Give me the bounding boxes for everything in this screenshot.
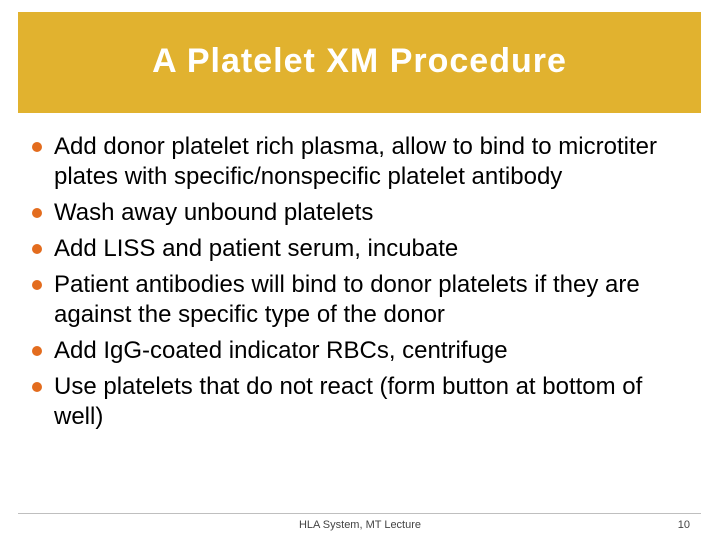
footer-text: HLA System, MT Lecture	[298, 519, 422, 531]
bullet-dot-icon	[32, 142, 42, 152]
bullet-text: Patient antibodies will bind to donor platelets if they are against the specific type of the donor	[54, 271, 640, 328]
bullet-item	[30, 372, 670, 432]
bullet-dot-icon	[32, 208, 42, 218]
bullet-text: Add LISS and patient serum, incubate	[54, 235, 459, 262]
bullet-dot-icon	[32, 382, 42, 392]
bullet-text: Wash away unbound platelets	[54, 199, 374, 226]
bullet-text: Use platelets that do not react (form button at bottom of well)	[54, 373, 643, 430]
footer-divider	[18, 513, 701, 514]
bullet-item	[30, 198, 670, 228]
bullet-list	[30, 132, 670, 438]
bullet-text: Add IgG-coated indicator RBCs, centrifuge	[54, 337, 508, 364]
title-band	[18, 12, 701, 113]
bullet-dot-icon	[32, 244, 42, 254]
page-number: 10	[677, 519, 690, 531]
slide-title: A Platelet XM Procedure	[152, 41, 567, 80]
bullet-item	[30, 336, 670, 366]
bullet-dot-icon	[32, 346, 42, 356]
bullet-text: Add donor platelet rich plasma, allow to bind to microtiter plates with specific/nonspecific platelet antibody	[54, 133, 657, 190]
bullet-dot-icon	[32, 280, 42, 290]
bullet-item	[30, 132, 670, 192]
bullet-item	[30, 234, 670, 264]
bullet-item	[30, 270, 670, 330]
